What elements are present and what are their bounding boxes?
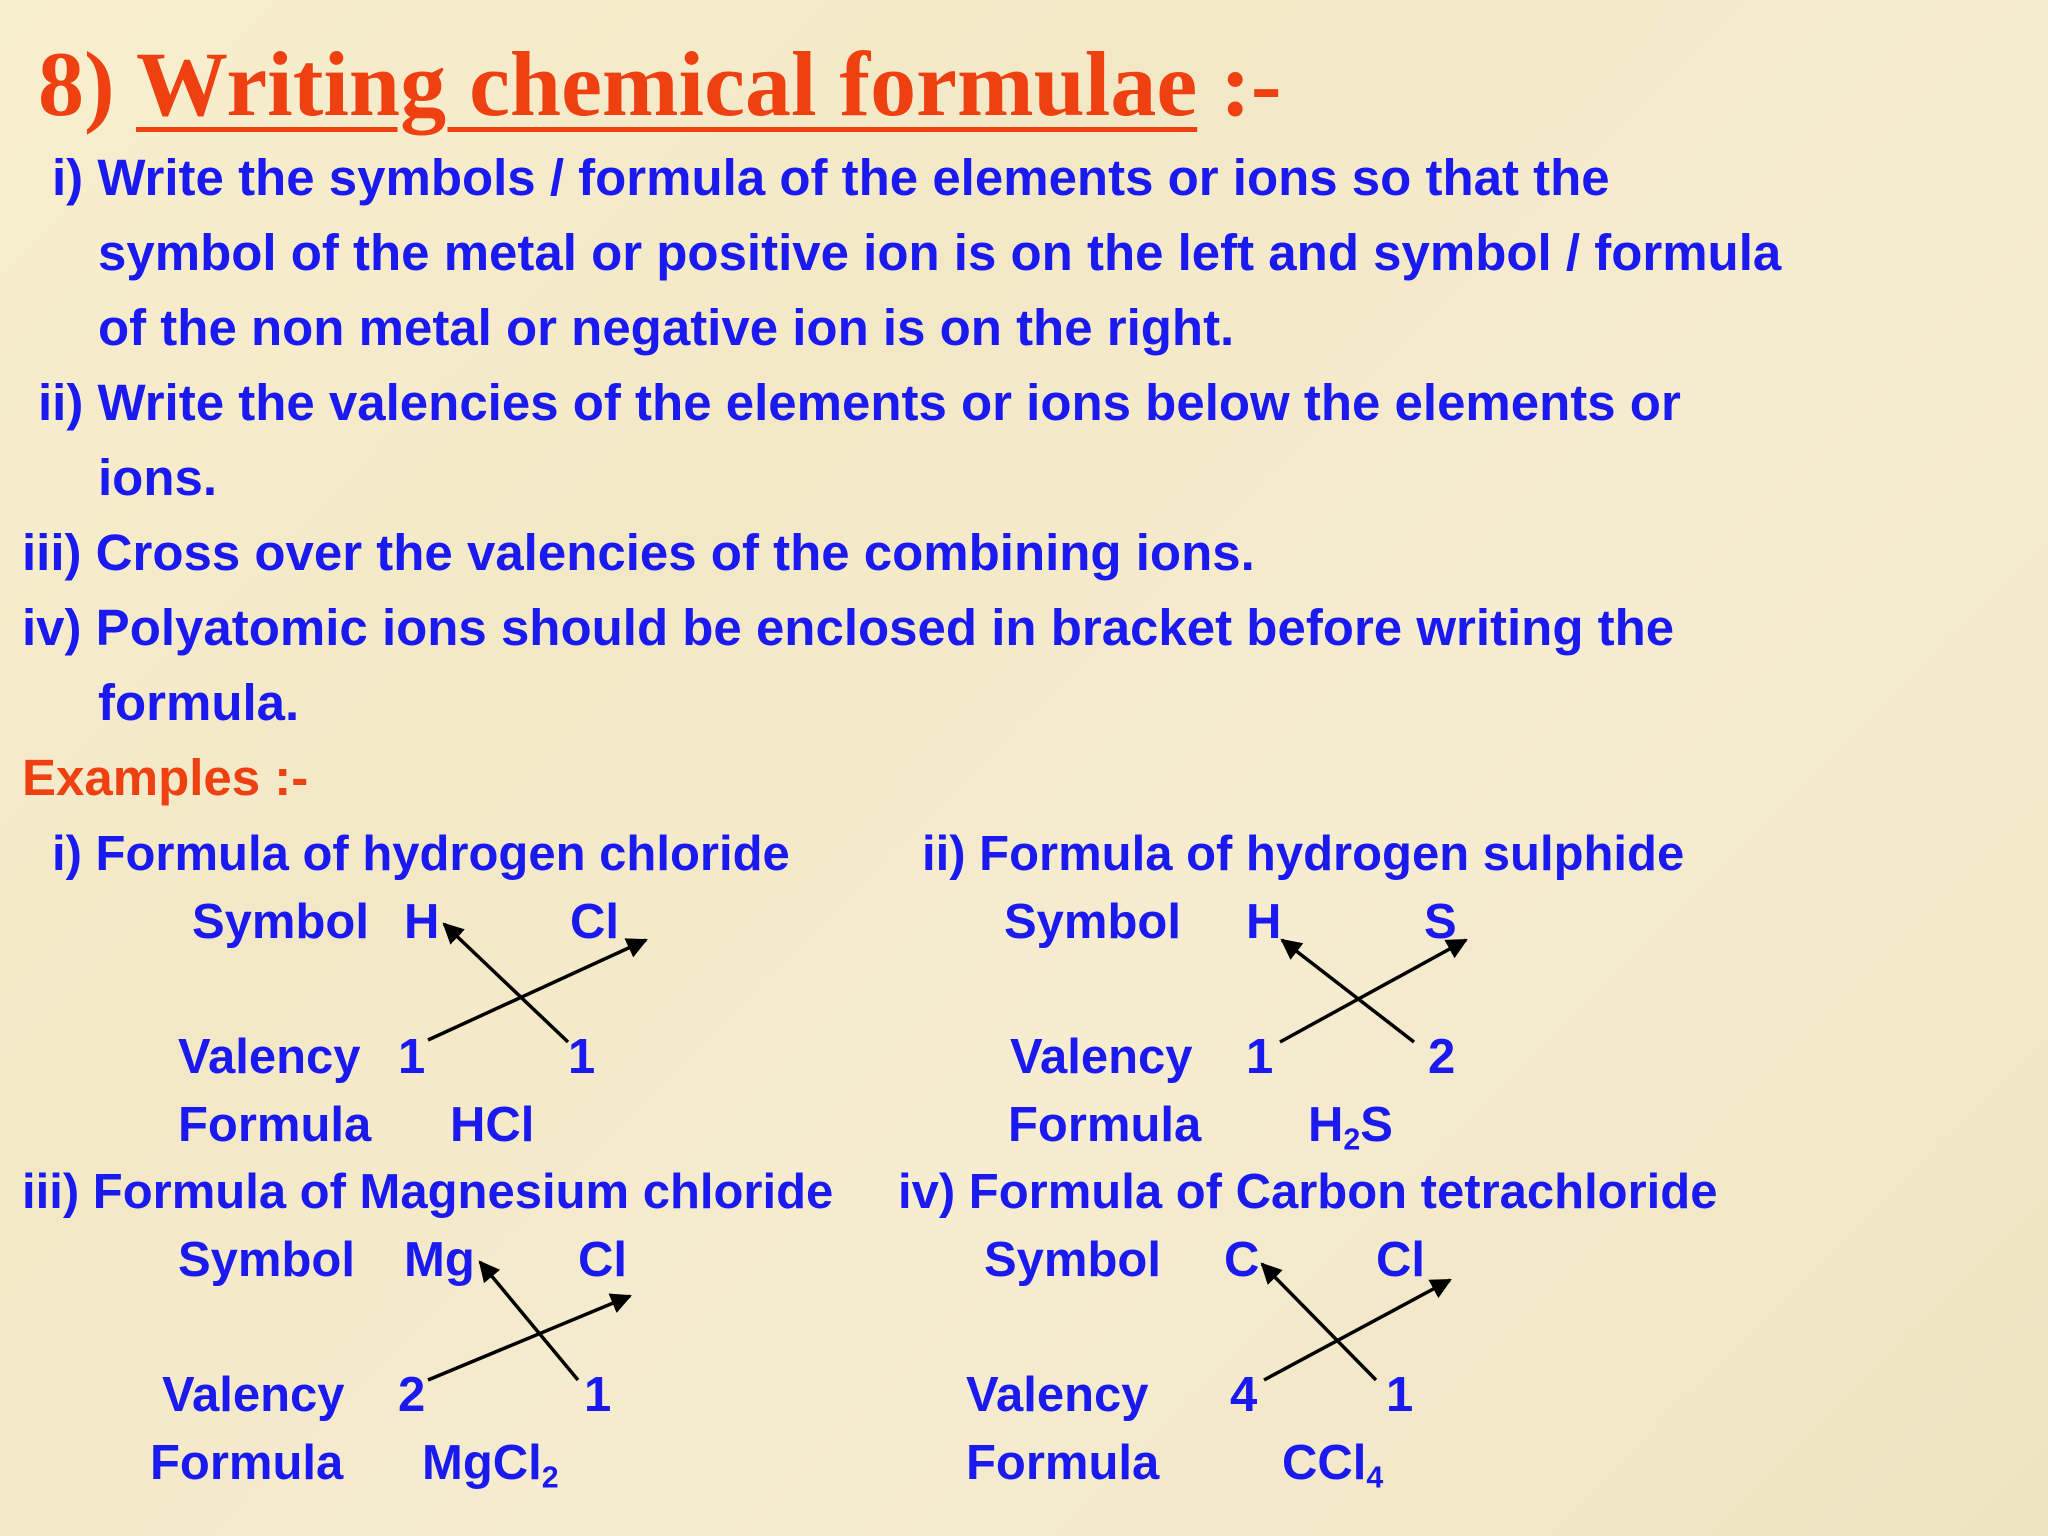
- example-3-formula-subscript: 2: [541, 1460, 559, 1495]
- example-1-symbol-2: Cl: [570, 895, 619, 949]
- example-3-arrow-right: [428, 1296, 630, 1380]
- step-4-line-2: formula.: [98, 674, 300, 731]
- example-1-symbol-label: Symbol: [192, 895, 369, 949]
- example-3-valency-2: 1: [584, 1368, 612, 1422]
- example-3-symbol-1: Mg: [404, 1233, 475, 1287]
- example-2-arrow-left: [1282, 940, 1414, 1042]
- step-1-line-3: of the non metal or negative ion is on the right.: [98, 299, 1235, 356]
- example-4-symbol-label: Symbol: [984, 1233, 1161, 1287]
- examples-label: Examples :-: [22, 749, 309, 806]
- step-1-line-1: i) Write the symbols / formula of the elements or ions so that the: [52, 149, 1610, 206]
- example-2-symbol-1: H: [1246, 895, 1282, 949]
- step-4-line-1: iv) Polyatomic ions should be enclosed in bracket before writing the: [22, 599, 1675, 656]
- example-2-valency-label: Valency: [1010, 1030, 1193, 1084]
- example-2-valency-1: 1: [1246, 1030, 1274, 1084]
- example-2-symbol-2: S: [1424, 895, 1457, 949]
- example-4-valency-1: 4: [1230, 1368, 1258, 1422]
- example-3-formula-label: Formula: [150, 1436, 344, 1490]
- example-1-valency-2: 1: [568, 1030, 596, 1084]
- example-4-symbol-2: Cl: [1376, 1233, 1425, 1287]
- example-2-valency-2: 2: [1428, 1030, 1456, 1084]
- example-4-valency-2: 1: [1386, 1368, 1414, 1422]
- example-2-symbol-label: Symbol: [1004, 895, 1181, 949]
- example-1-formula-base: HCl: [450, 1098, 535, 1152]
- example-4-formula-base: CCl: [1282, 1436, 1367, 1490]
- example-2-formula-base: H: [1308, 1098, 1344, 1152]
- example-3-formula-base: MgCl: [422, 1436, 542, 1490]
- example-1-heading: i) Formula of hydrogen chloride: [52, 827, 790, 881]
- example-2-arrow-right: [1280, 940, 1466, 1042]
- example-2-formula-subscript: 2: [1343, 1122, 1361, 1157]
- example-3-symbol-2: Cl: [578, 1233, 627, 1287]
- example-4-formula-label: Formula: [966, 1436, 1160, 1490]
- title-text: Writing chemical formulae: [135, 33, 1198, 135]
- example-4-heading: iv) Formula of Carbon tetrachloride: [898, 1165, 1718, 1219]
- step-3-line-1: iii) Cross over the valencies of the combining ions.: [22, 524, 1255, 581]
- example-3-symbol-label: Symbol: [178, 1233, 355, 1287]
- example-1-formula-label: Formula: [178, 1098, 372, 1152]
- example-3-valency-label: Valency: [162, 1368, 345, 1422]
- step-1-line-2: symbol of the metal or positive ion is on the left and symbol / formula: [98, 224, 1782, 281]
- example-1-arrow-right: [428, 940, 646, 1040]
- example-3-heading: iii) Formula of Magnesium chloride: [22, 1165, 834, 1219]
- example-2-formula-tail: S: [1360, 1098, 1393, 1152]
- example-2-heading: ii) Formula of hydrogen sulphide: [922, 827, 1685, 881]
- example-3-arrow-left: [480, 1262, 578, 1380]
- title-suffix: :-: [1197, 33, 1282, 135]
- step-2-line-2: ions.: [98, 449, 218, 506]
- example-4-formula-subscript: 4: [1366, 1460, 1384, 1495]
- step-2-line-1: ii) Write the valencies of the elements or ions below the elements or: [38, 374, 1681, 431]
- example-4-arrow-left: [1262, 1264, 1376, 1380]
- example-4-valency-label: Valency: [966, 1368, 1149, 1422]
- title-number: 8): [38, 33, 136, 135]
- example-2-formula-label: Formula: [1008, 1098, 1202, 1152]
- example-1-symbol-1: H: [404, 895, 440, 949]
- example-1-valency-label: Valency: [178, 1030, 361, 1084]
- example-3-valency-1: 2: [398, 1368, 426, 1422]
- example-4-symbol-1: C: [1224, 1233, 1260, 1287]
- example-1-valency-1: 1: [398, 1030, 426, 1084]
